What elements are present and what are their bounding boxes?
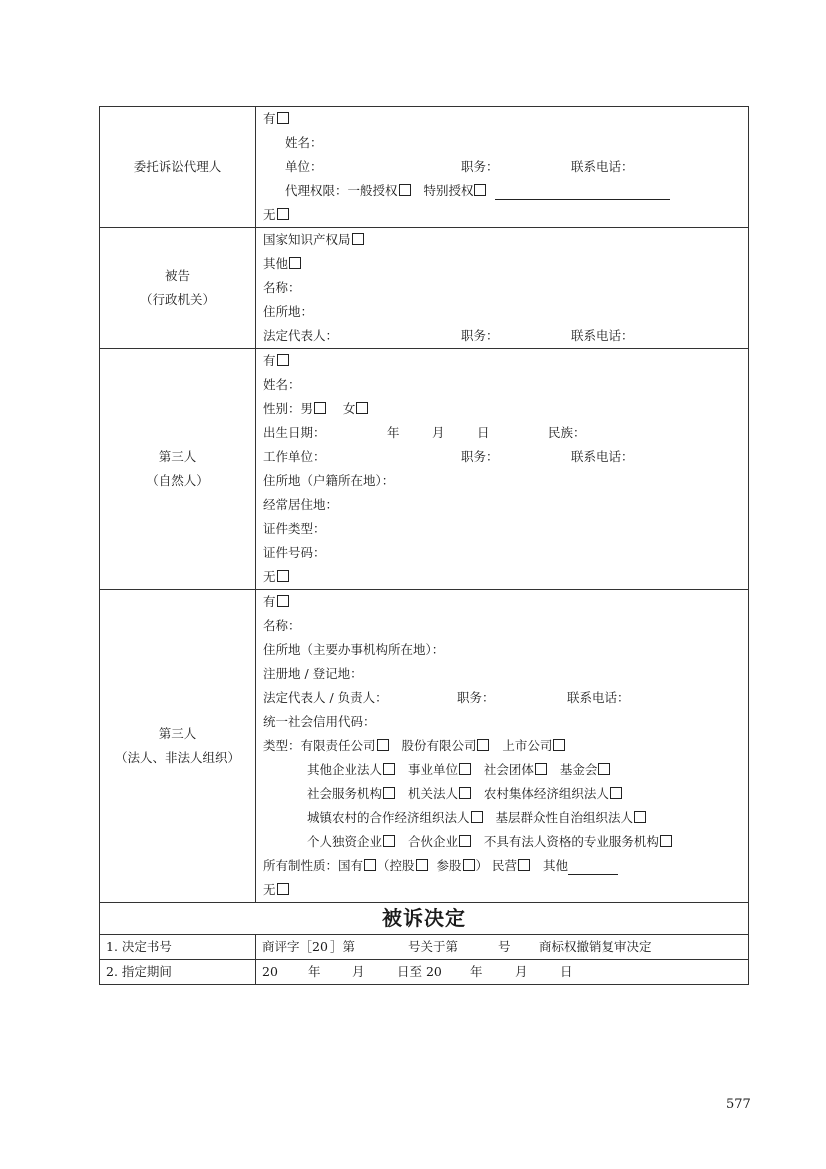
type-social-checkbox[interactable] — [535, 763, 547, 775]
defendant-label-sub: （行政机关） — [139, 292, 215, 307]
type-joint-checkbox[interactable] — [477, 739, 489, 751]
type-social-label: 社会团体 — [483, 762, 534, 777]
type-sole-checkbox[interactable] — [383, 835, 395, 847]
period-row — [100, 960, 749, 985]
type-partnership-checkbox[interactable] — [459, 835, 471, 847]
agent-none-checkbox[interactable] — [277, 208, 289, 220]
ownership-share-checkbox[interactable] — [463, 859, 475, 871]
ownership-close-paren: ） — [475, 858, 489, 873]
ownership-private-label: 民营 — [492, 858, 518, 873]
type-organ-checkbox[interactable] — [459, 787, 471, 799]
type-organ-label: 机关法人 — [407, 786, 458, 801]
org-phone-field: 联系电话： — [567, 690, 630, 705]
type-coop-label: 城镇农村的合作经济组织法人 — [307, 810, 470, 825]
period-label: 2. 指定期间 — [100, 960, 256, 985]
org-title-field: 职务： — [457, 690, 495, 705]
org-reg-field: 注册地 / 登记地： — [263, 666, 363, 681]
type-grassroots-label: 基层群众性自治组织法人 — [495, 810, 633, 825]
person-content — [256, 349, 749, 590]
defendant-title-field: 职务： — [461, 328, 499, 343]
doc-hao: 号 — [498, 939, 511, 954]
org-content — [256, 590, 749, 903]
agent-phone-field: 联系电话： — [571, 159, 634, 174]
org-label — [100, 590, 256, 903]
agent-row — [100, 107, 749, 228]
doc-prefix: 商评字［20 — [262, 939, 328, 954]
org-credit-field: 统一社会信用代码： — [263, 714, 376, 729]
person-label — [100, 349, 256, 590]
period-start-year: 年 — [308, 964, 321, 979]
person-domicile-field: 住所地（户籍所在地）： — [263, 473, 395, 488]
period-end-day: 日 — [560, 964, 573, 979]
period-start-20: 20 — [262, 964, 278, 979]
org-label-sub: （法人、非法人组织） — [114, 750, 240, 765]
type-coop-checkbox[interactable] — [471, 811, 483, 823]
ownership-control-checkbox[interactable] — [416, 859, 428, 871]
type-llc-checkbox[interactable] — [377, 739, 389, 751]
period-start-month: 月 — [352, 964, 365, 979]
type-foundation-checkbox[interactable] — [598, 763, 610, 775]
type-other-enterprise-label: 其他企业法人 — [307, 762, 383, 777]
type-institution-label: 事业单位 — [407, 762, 458, 777]
decision-header-row — [100, 903, 749, 935]
person-label-sub: （自然人） — [146, 473, 209, 488]
period-end-year: 年 — [470, 964, 483, 979]
person-phone-field: 联系电话： — [571, 449, 634, 464]
agent-has-label: 有 — [263, 111, 276, 126]
org-has-label: 有 — [263, 594, 276, 609]
person-gender-label: 性别：男 — [263, 401, 314, 416]
period-content — [256, 960, 749, 985]
defendant-address-field: 住所地： — [263, 304, 314, 319]
doc-mid: 号关于第 — [408, 939, 459, 954]
person-residence-field: 经常居住地： — [263, 497, 339, 512]
type-partnership-label: 合伙企业 — [407, 834, 458, 849]
ownership-private-checkbox[interactable] — [518, 859, 530, 871]
type-other-enterprise-checkbox[interactable] — [383, 763, 395, 775]
birth-day-label: 日 — [477, 425, 490, 440]
third-party-org-row — [100, 590, 749, 903]
person-none-checkbox[interactable] — [277, 570, 289, 582]
agent-content — [256, 107, 749, 228]
male-checkbox[interactable] — [314, 402, 326, 414]
agent-name-field: 姓名： — [285, 135, 323, 150]
defendant-row — [100, 228, 749, 349]
type-rural-label: 农村集体经济组织法人 — [483, 786, 609, 801]
female-label: 女 — [342, 401, 356, 416]
org-none-checkbox[interactable] — [277, 883, 289, 895]
type-joint-label: 股份有限公司 — [401, 738, 477, 753]
person-none-label: 无 — [263, 569, 276, 584]
defendant-label — [100, 228, 256, 349]
cnipa-checkbox[interactable] — [352, 233, 364, 245]
agent-authority-label: 代理权限：一般授权 — [285, 183, 398, 198]
org-name-field: 名称： — [263, 618, 301, 633]
birth-year-label: 年 — [387, 425, 400, 440]
page-number: 577 — [726, 1097, 751, 1112]
ownership-share-label: 参股 — [436, 858, 462, 873]
defendant-other-checkbox[interactable] — [289, 257, 301, 269]
type-rural-checkbox[interactable] — [610, 787, 622, 799]
defendant-phone-field: 联系电话： — [571, 328, 634, 343]
agent-title-field: 职务： — [461, 159, 499, 174]
ownership-control-label: （控股 — [377, 858, 415, 873]
person-name-field: 姓名： — [263, 377, 301, 392]
lawsuit-form-table — [99, 106, 749, 985]
type-institution-checkbox[interactable] — [459, 763, 471, 775]
agent-none-label: 无 — [263, 207, 276, 222]
defendant-other-label: 其他 — [263, 256, 289, 271]
defendant-name-field: 名称： — [263, 280, 301, 295]
decision-header: 被诉决定 — [100, 903, 749, 935]
agent-unit-field: 单位： — [285, 159, 323, 174]
period-end-month: 月 — [515, 964, 528, 979]
ownership-other-underline[interactable] — [568, 858, 618, 875]
decision-number-label: 1. 决定书号 — [100, 935, 256, 960]
defendant-content — [256, 228, 749, 349]
ownership-state-checkbox[interactable] — [364, 859, 376, 871]
person-has-checkbox[interactable] — [277, 354, 289, 366]
special-authority-underline[interactable] — [495, 183, 670, 200]
third-party-person-row — [100, 349, 749, 590]
type-professional-checkbox[interactable] — [660, 835, 672, 847]
decision-number-row — [100, 935, 749, 960]
special-authority-label: 特别授权 — [423, 183, 474, 198]
person-label-main: 第三人 — [158, 449, 197, 464]
general-authority-checkbox[interactable] — [399, 184, 411, 196]
ownership-state-label: 所有制性质：国有 — [263, 858, 364, 873]
person-ethnic-field: 民族： — [548, 425, 586, 440]
person-idtype-field: 证件类型： — [263, 521, 326, 536]
type-listed-checkbox[interactable] — [553, 739, 565, 751]
person-work-field: 工作单位： — [263, 449, 326, 464]
type-listed-label: 上市公司 — [502, 738, 553, 753]
type-professional-label: 不具有法人资格的专业服务机构 — [483, 834, 659, 849]
special-authority-checkbox[interactable] — [474, 184, 486, 196]
person-title-field: 职务： — [461, 449, 499, 464]
type-foundation-label: 基金会 — [559, 762, 598, 777]
agent-has-checkbox[interactable] — [277, 112, 289, 124]
cnipa-label: 国家知识产权局 — [263, 232, 351, 247]
person-has-label: 有 — [263, 353, 276, 368]
org-label-main: 第三人 — [158, 726, 197, 741]
org-has-checkbox[interactable] — [277, 595, 289, 607]
type-grassroots-checkbox[interactable] — [634, 811, 646, 823]
doc-bracket: ］第 — [330, 939, 356, 954]
decision-number-content — [256, 935, 749, 960]
doc-suffix: 商标权撤销复审决定 — [539, 939, 652, 954]
type-service-checkbox[interactable] — [383, 787, 395, 799]
agent-label: 委托诉讼代理人 — [100, 107, 256, 228]
period-to: 日至 20 — [397, 964, 442, 979]
org-rep-field: 法定代表人 / 负责人： — [263, 690, 388, 705]
person-idnum-field: 证件号码： — [263, 545, 326, 560]
type-sole-label: 个人独资企业 — [307, 834, 383, 849]
org-address-field: 住所地（主要办事机构所在地）： — [263, 642, 445, 657]
org-none-label: 无 — [263, 882, 276, 897]
type-llc-label: 类型：有限责任公司 — [263, 738, 376, 753]
defendant-rep-field: 法定代表人： — [263, 328, 339, 343]
ownership-other-label: 其他 — [542, 858, 568, 873]
birth-month-label: 月 — [432, 425, 445, 440]
person-birth-field: 出生日期： — [263, 425, 326, 440]
defendant-label-main: 被告 — [164, 268, 190, 283]
type-service-label: 社会服务机构 — [307, 786, 383, 801]
female-checkbox[interactable] — [356, 402, 368, 414]
